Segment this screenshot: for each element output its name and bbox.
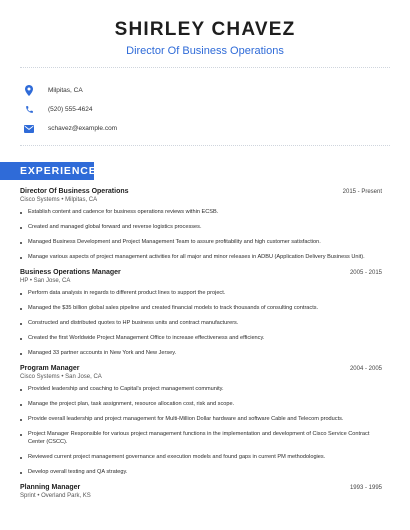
- phone-icon: [20, 102, 38, 118]
- job-company-line: Sprint • Overland Park, KS: [20, 492, 91, 499]
- job-entry: [20, 365, 382, 477]
- job-bullet: Managed 33 partner accounts in New York and New Jersey.: [20, 350, 382, 358]
- experience-list: [20, 188, 382, 499]
- job-entry: [20, 484, 382, 499]
- job-location: San Jose, CA: [33, 277, 71, 284]
- job-bullet: Manage the project plan, task assignment, resource allocation cost, risk and scope.: [20, 401, 382, 409]
- job-dates: 2004 - 2005: [349, 365, 382, 372]
- job-title: Director Of Business Operations: [20, 188, 129, 195]
- job-company-line: HP • San Jose, CA: [20, 277, 71, 284]
- job-bullet: Establish content and cadence for business operations reviews within ECSB.: [20, 209, 382, 217]
- email-icon: [20, 121, 38, 137]
- header-divider: [20, 67, 390, 68]
- location-pin-icon: [20, 83, 38, 99]
- contact-phone: [20, 100, 117, 119]
- job-bullet: Managed the $35 billion global sales pipeline and created financial models to track thousands of consulting contracts.: [20, 305, 382, 313]
- job-bullet: Provided leadership and coaching to Capital's project management community.: [20, 386, 382, 394]
- job-company-line: Cisco Systems • San Jose, CA: [20, 373, 102, 380]
- job-bullet: Manage various aspects of project management activities for all major and minor releases in ADBU (Application Delivery Business Unit).: [20, 254, 382, 262]
- resume-header: [0, 0, 410, 58]
- contact-divider: [20, 145, 390, 146]
- job-bullet: Project Manager Responsible for various project management functions in the implementation and development of Cisco Service Contract Center (CSCC).: [20, 431, 382, 447]
- job-company: HP: [20, 277, 29, 284]
- job-bullet: Created and managed global forward and reverse logistics processes.: [20, 224, 382, 232]
- job-title: Business Operations Manager: [20, 268, 121, 276]
- job-bullet: Reviewed current project management governance and execution models and found gaps in current PM methodologies.: [20, 454, 382, 462]
- job-company: Sprint: [20, 492, 36, 499]
- job-location: Overland Park, KS: [41, 492, 91, 499]
- section-heading-experience: EXPERIENCE: [0, 162, 94, 180]
- job-company: Cisco Systems: [20, 373, 60, 380]
- job-bullet: Managed Business Development and Project Management Team to assure profitability and high customer satisfaction.: [20, 239, 382, 247]
- contact-location-text: Milpitas, CA: [48, 87, 83, 94]
- job-dates: 2005 - 2015: [349, 269, 382, 276]
- job-dates: 1993 - 1995: [349, 484, 382, 491]
- contact-email: [20, 119, 117, 138]
- job-location: Milpitas, CA: [65, 197, 98, 203]
- job-entry: [20, 269, 382, 358]
- job-bullet: Provide overall leadership and project management for Multi-Million Dollar hardware and software Cable and Telecom products.: [20, 416, 382, 424]
- job-bullets: [20, 209, 382, 262]
- job-location: San Jose, CA: [65, 373, 102, 380]
- job-bullets: [20, 290, 382, 358]
- job-company-line: Cisco Systems • Milpitas, CA: [20, 197, 98, 203]
- job-bullet: Constructed and distributed quotes to HP business units and contract manufacturers.: [20, 320, 382, 328]
- job-company: Cisco Systems: [20, 197, 60, 203]
- contact-location: [20, 81, 117, 100]
- candidate-name: SHIRLEY CHAVEZ: [114, 19, 296, 40]
- contact-list: [20, 81, 117, 138]
- job-title: Program Manager: [20, 364, 80, 372]
- job-bullet: Created the first Worldwide Project Management Office to increase effectiveness and efficiency.: [20, 335, 382, 343]
- job-entry: [20, 188, 382, 262]
- job-bullet: Develop overall testing and QA strategy.: [20, 469, 382, 477]
- candidate-title: Director Of Business Operations: [126, 45, 284, 57]
- contact-phone-text: (520) 555-4624: [48, 106, 93, 113]
- contact-email-text: schavez@example.com: [48, 125, 118, 132]
- job-dates: 2015 - Present: [342, 189, 382, 195]
- job-bullet: Perform data analysis in regards to different product lines to support the project.: [20, 290, 382, 298]
- job-bullets: [20, 386, 382, 477]
- job-title: Planning Manager: [20, 483, 81, 491]
